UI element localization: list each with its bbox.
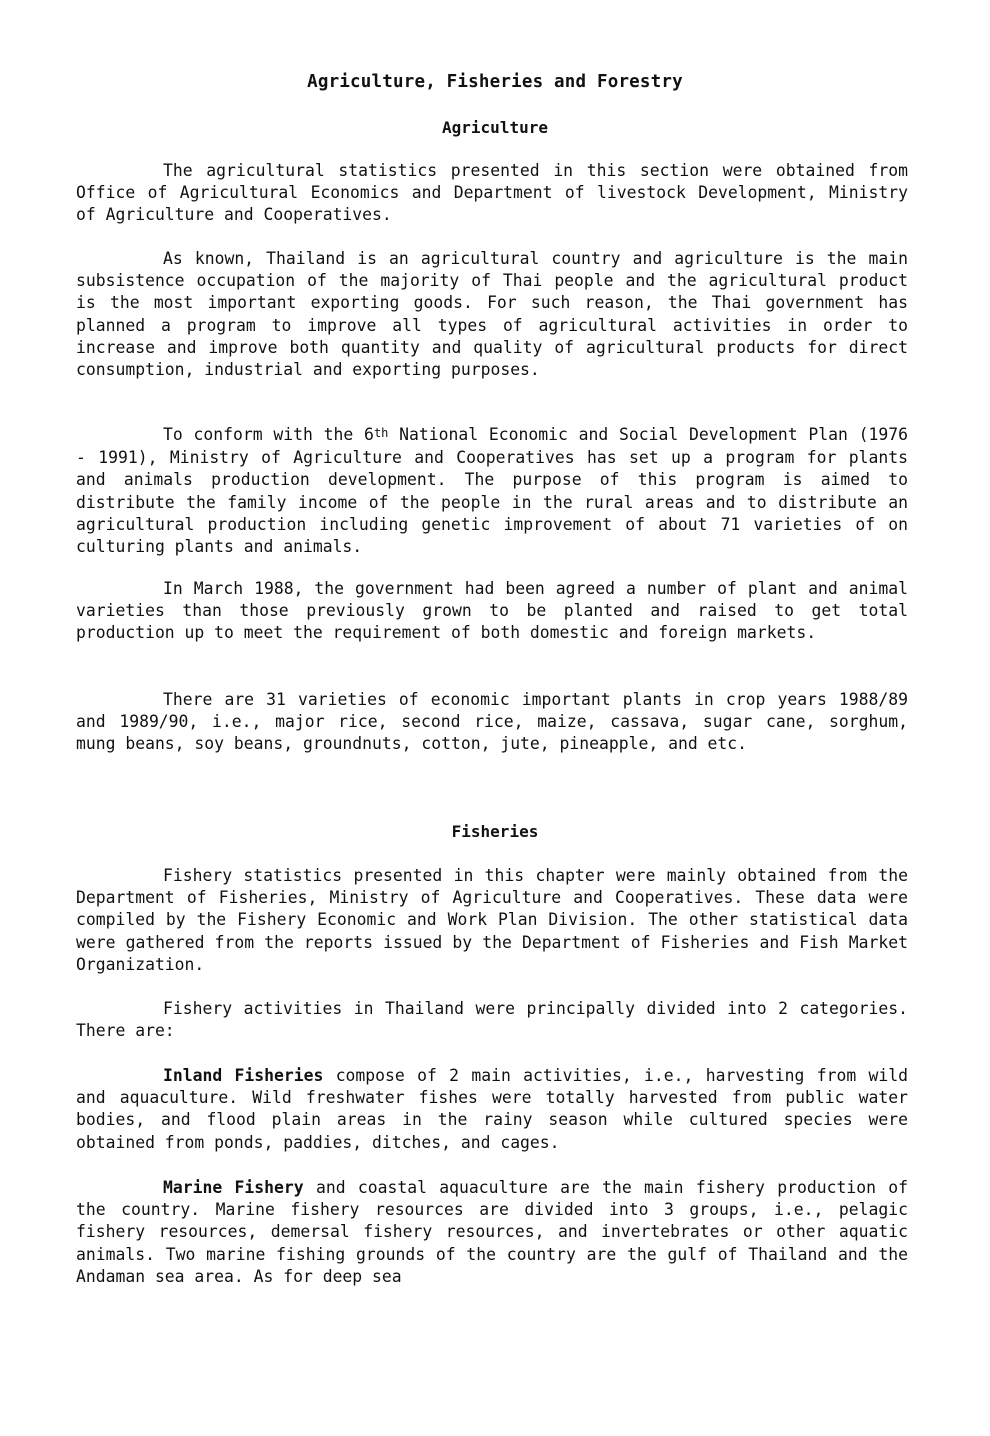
agriculture-paragraph-5: There are 31 varieties of economic important plants in crop years 1988/89 and 1989/90, i.e., major rice, second rice, maize, cassava, sugar cane, sorghum, mung beans, soy beans, groundnuts, cotton, jute, pineapple, and etc. — [76, 690, 908, 754]
marine-fishery-label: Marine Fishery — [163, 1178, 304, 1197]
agriculture-paragraph-4: In March 1988, the government had been agreed a number of plant and animal varieties than those previously grown to be planted and raised to get total production up to meet the requirement of both domestic and foreign markets. — [76, 579, 908, 643]
fisheries-paragraph-1: Fishery statistics presented in this chapter were mainly obtained from the Department of Fisheries, Ministry of Agriculture and Cooperatives. These data were compiled by the Fishery Economic and Work Plan Division. The other statistical data were gathered from the reports issued by the Department of Fisheries and Fish Market Organization. — [76, 866, 908, 974]
fisheries-paragraph-2: Fishery activities in Thailand were principally divided into 2 categories. There are: — [76, 999, 908, 1041]
marine-fishery-text: and coastal aquaculture are the main fishery production of the country. Marine fishery resources are divided into 3 groups, i.e., pelagic fishery resources, demersal fishery resources, and invertebrates or other aquatic animals. Two marine fishing grounds of the country are the gulf of Thailand and the Andaman sea area. As for deep sea — [76, 1178, 908, 1286]
ordinal-superscript: th — [373, 426, 389, 440]
agriculture-paragraph-3-start: To conform with the 6 — [163, 425, 374, 444]
fisheries-paragraph-marine — [76, 1177, 908, 1288]
agriculture-paragraph-3-rest: National Economic and Social Development Plan (1976 - 1991), Ministry of Agriculture and Cooperatives has set up a program for plants and animals production development. The purpose of this program is aimed to distribute the family income of the people in the rural areas and to distribute an agricultural production including genetic improvement of about 71 varieties of on culturing plants and animals. — [76, 425, 908, 557]
agriculture-paragraph-2: As known, Thailand is an agricultural country and agriculture is the main subsistence occupation of the majority of Thai people and the agricultural product is the most important exporting goods. For such reason, the Thai government has planned a program to improve all types of agricultural activities in order to increase and improve both quantity and quality of agricultural products for direct consumption, industrial and exporting purposes. — [76, 249, 908, 380]
agriculture-paragraph-3 — [76, 424, 908, 558]
document-title: Agriculture, Fisheries and Forestry — [307, 72, 683, 92]
fisheries-paragraph-inland — [76, 1065, 908, 1154]
section-heading-fisheries: Fisheries — [451, 822, 539, 841]
agriculture-paragraph-1: The agricultural statistics presented in this section were obtained from Office of Agricultural Economics and Department of livestock Development, Ministry of Agriculture and Cooperatives. — [76, 161, 908, 225]
section-heading-agriculture: Agriculture — [442, 118, 548, 137]
inland-fisheries-text: compose of 2 main activities, i.e., harvesting from wild and aquaculture. Wild freshwater fishes were totally harvested from public water bodies, and flood plain areas in the rainy season while cultured species were obtained from ponds, paddies, ditches, and cages. — [76, 1066, 908, 1152]
inland-fisheries-label: Inland Fisheries — [163, 1066, 324, 1085]
